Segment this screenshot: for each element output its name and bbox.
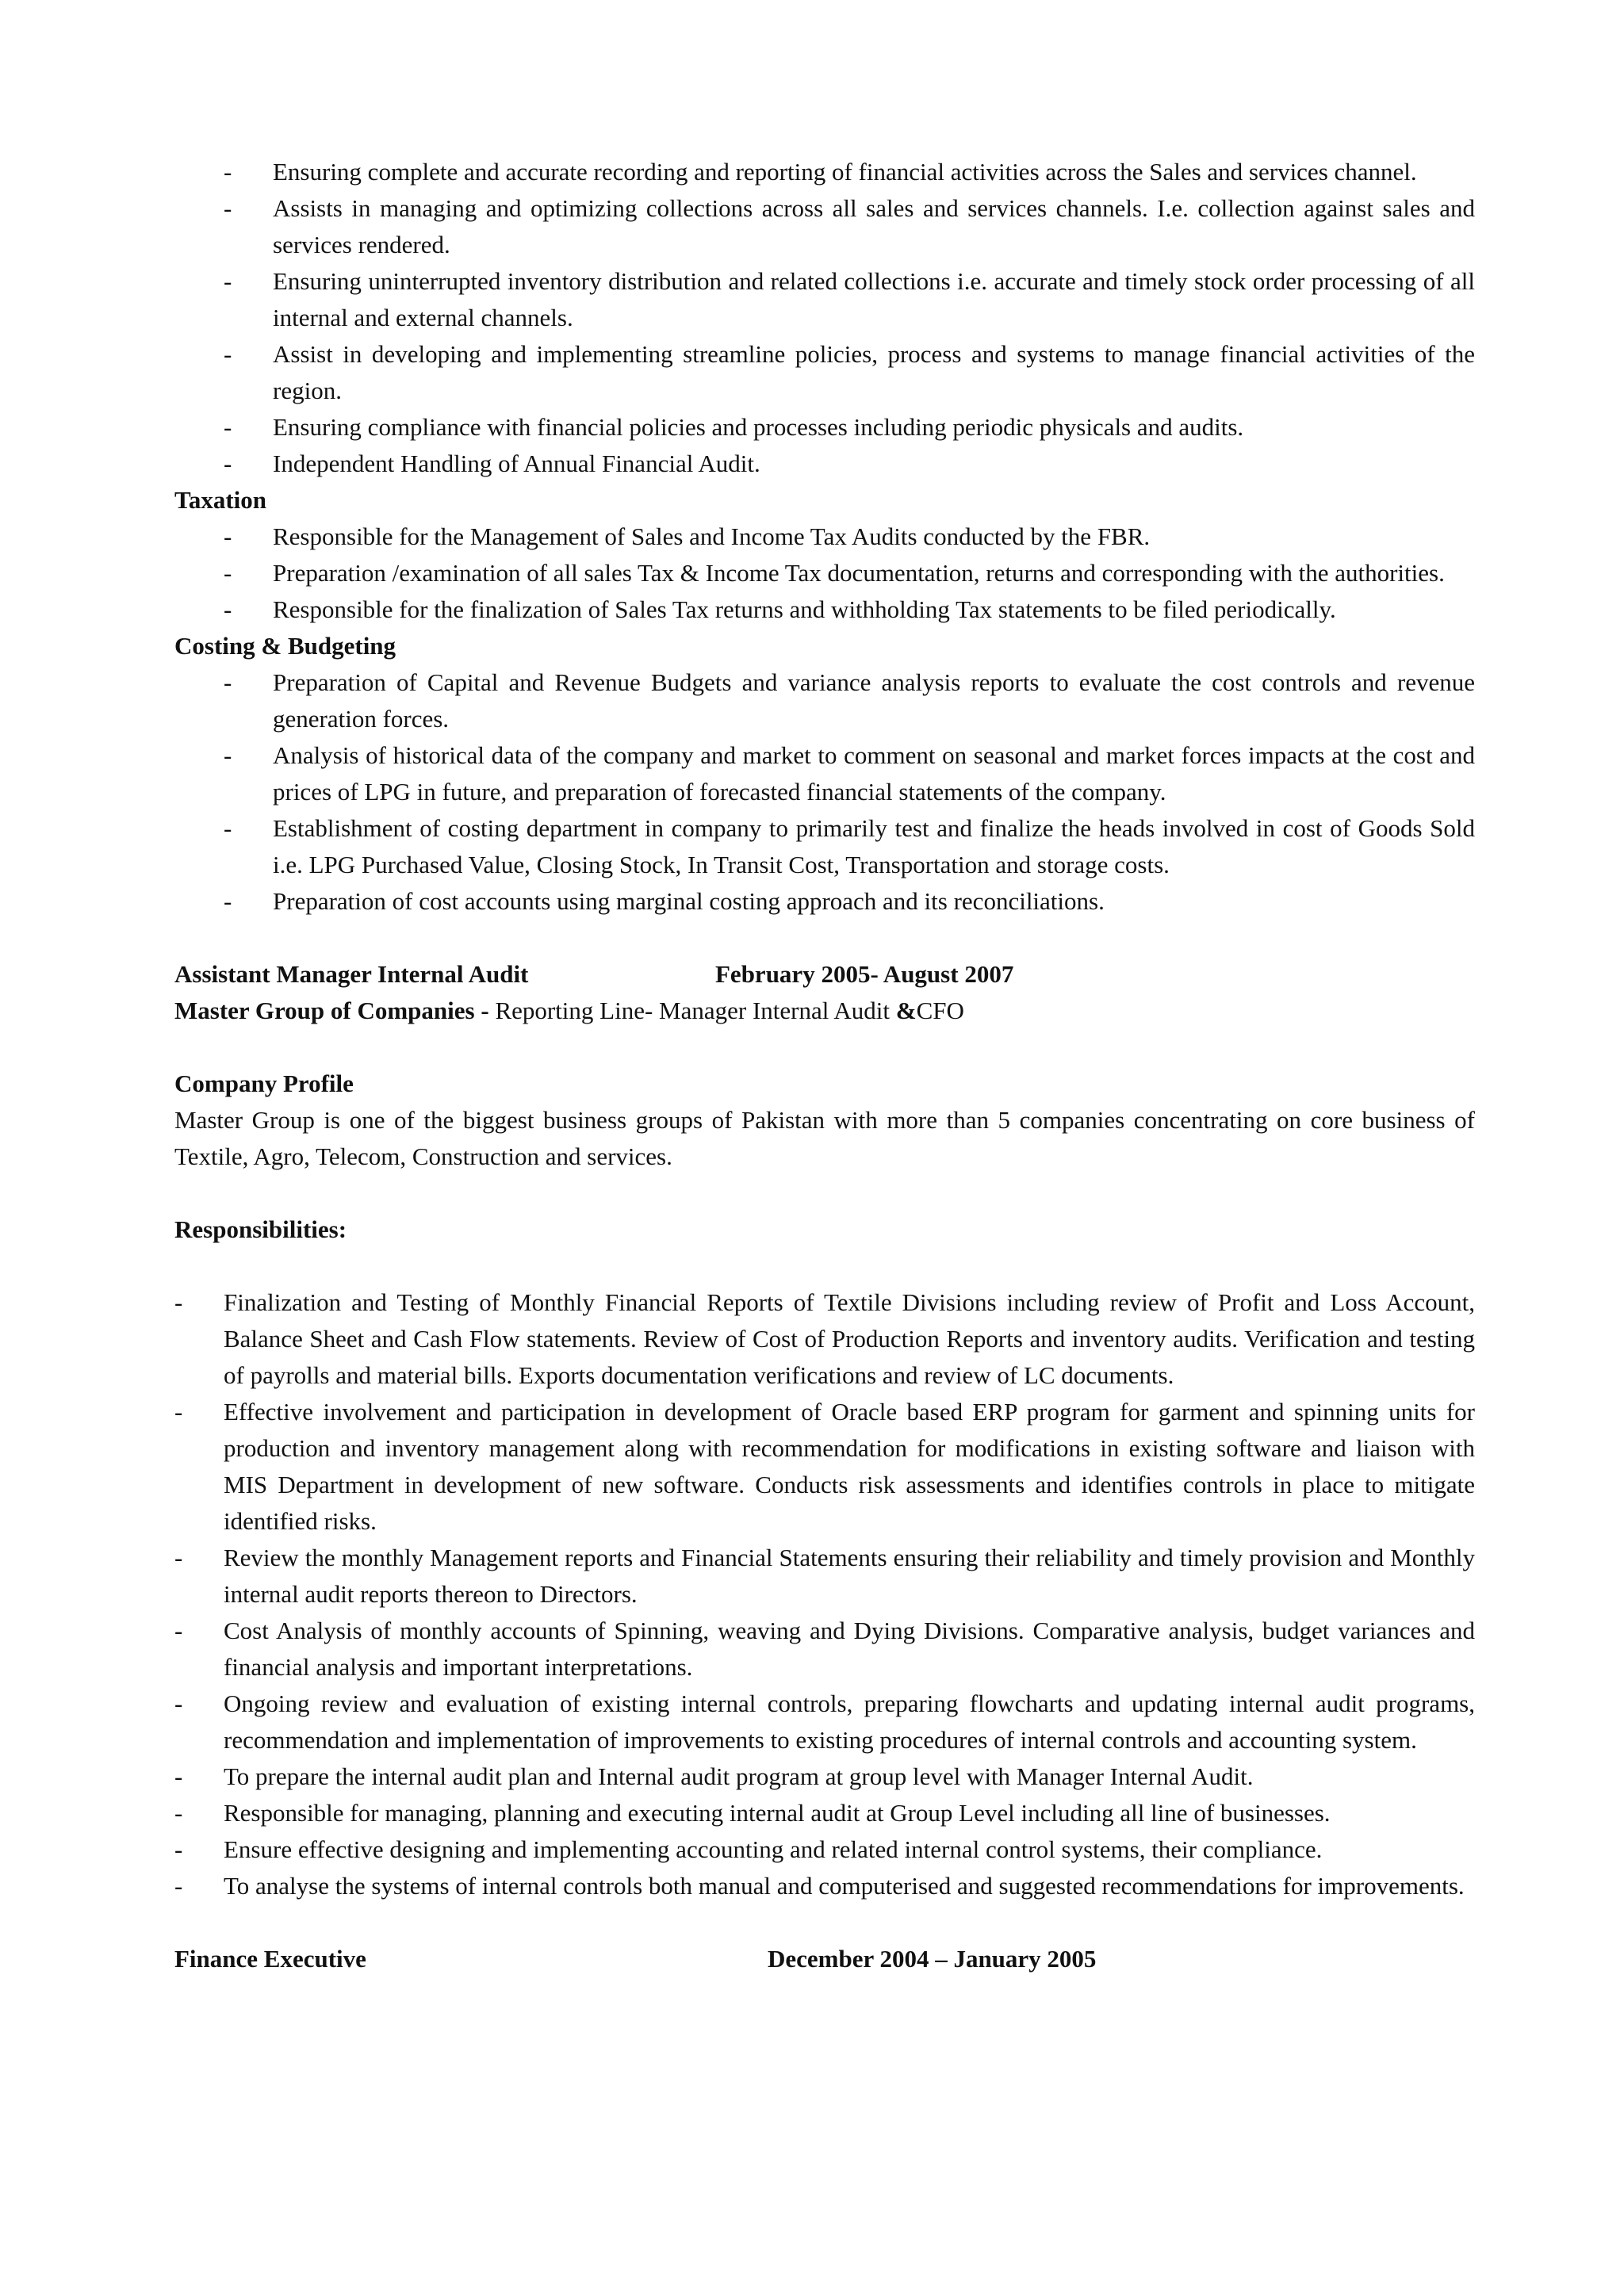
- list-item: - Responsible for the Management of Sales and Income Tax Audits conducted by the FBR.: [174, 519, 1475, 555]
- list-item: - Preparation of cost accounts using marginal costing approach and its reconciliations.: [174, 883, 1475, 920]
- list-item: - To analyse the systems of internal controls both manual and computerised and suggested recommendations for improvements.: [174, 1868, 1475, 1904]
- dash-bullet: -: [224, 267, 232, 295]
- dash-bullet: -: [224, 450, 232, 477]
- job-header-row: [174, 956, 1475, 993]
- ampersand: &: [895, 997, 917, 1024]
- dash-bullet: -: [224, 340, 232, 368]
- list-item: - Ongoing review and evaluation of existing internal controls, preparing flowcharts and updating internal audit programs, recommendation and implementation of improvements to existing procedures of internal controls and accounting system.: [174, 1686, 1475, 1758]
- dash-bullet: -: [174, 1398, 183, 1425]
- job-header-row: [174, 1941, 1475, 1977]
- list-item: - Establishment of costing department in company to primarily test and finalize the heads involved in cost of Goods Sold i.e. LPG Purchased Value, Closing Stock, In Transit Cost, Transportation and storage costs.: [174, 810, 1475, 883]
- dash-bullet: -: [174, 1288, 183, 1316]
- list-item: - Ensuring complete and accurate recording and reporting of financial activities across the Sales and services channel.: [174, 154, 1475, 190]
- dash-bullet: -: [224, 668, 232, 696]
- dash-bullet: -: [224, 194, 232, 222]
- spacer: [174, 1248, 1475, 1284]
- list-item: - Analysis of historical data of the company and market to comment on seasonal and market forces impacts at the cost and prices of LPG in future, and preparation of forecasted financial statements of the company.: [174, 737, 1475, 810]
- responsibilities-heading: Responsibilities:: [174, 1215, 347, 1243]
- job-dates: December 2004 – January 2005: [768, 1945, 1097, 1973]
- dash-bullet: -: [174, 1544, 183, 1571]
- list-item: - Responsible for the finalization of Sales Tax returns and withholding Tax statements to be filed periodically.: [174, 591, 1475, 628]
- list-item: - Preparation /examination of all sales Tax & Income Tax documentation, returns and corresponding with the authorities.: [174, 555, 1475, 591]
- list-item: - Responsible for managing, planning and executing internal audit at Group Level including all line of businesses.: [174, 1795, 1475, 1831]
- dash-bullet: -: [174, 1762, 183, 1790]
- taxation-heading: Taxation: [174, 486, 267, 514]
- list-item: - Ensure effective designing and implementing accounting and related internal control systems, their compliance.: [174, 1831, 1475, 1868]
- dash-bullet: -: [224, 595, 232, 623]
- costing-list: [174, 664, 1475, 920]
- company-name: Master Group of Companies -: [174, 997, 489, 1024]
- list-item: - Effective involvement and participation in development of Oracle based ERP program for garment and spinning units for production and inventory management along with recommendation for modifications in existing software and liaison with MIS Department in development of new software. Conducts risk assessments and identifies controls in place to mitigate identified risks.: [174, 1394, 1475, 1540]
- responsibilities-list: [174, 1284, 1475, 1904]
- reporting-line-cfo: CFO: [916, 997, 964, 1024]
- dash-bullet: -: [174, 1799, 183, 1827]
- list-item: - Ensuring uninterrupted inventory distribution and related collections i.e. accurate and timely stock order processing of all internal and external channels.: [174, 263, 1475, 336]
- finance-duties-list: [174, 154, 1475, 482]
- dash-bullet: -: [224, 522, 232, 550]
- reporting-line: Reporting Line- Manager Internal Audit: [488, 997, 896, 1024]
- dash-bullet: -: [224, 741, 232, 769]
- spacer: [174, 1904, 1475, 1941]
- dash-bullet: -: [224, 413, 232, 441]
- dash-bullet: -: [224, 814, 232, 842]
- spacer: [174, 920, 1475, 956]
- dash-bullet: -: [224, 158, 232, 186]
- costing-budgeting-heading: Costing & Budgeting: [174, 632, 396, 660]
- resume-page: [174, 154, 1475, 1977]
- list-item: - Finalization and Testing of Monthly Financial Reports of Textile Divisions including review of Profit and Loss Account, Balance Sheet and Cash Flow statements. Review of Cost of Production Reports and inventory audits. Verification and testing of payrolls and material bills. Exports documentation verifications and review of LC documents.: [174, 1284, 1475, 1394]
- job-title: Finance Executive: [174, 1945, 366, 1973]
- list-item: - Assists in managing and optimizing collections across all sales and services channels. I.e. collection against sales and services rendered.: [174, 190, 1475, 263]
- spacer: [174, 1029, 1475, 1066]
- taxation-list: [174, 519, 1475, 628]
- dash-bullet: -: [174, 1689, 183, 1717]
- company-profile-text: Master Group is one of the biggest business groups of Pakistan with more than 5 companies concentrating on core business of Textile, Agro, Telecom, Construction and services.: [174, 1106, 1475, 1170]
- dash-bullet: -: [174, 1617, 183, 1644]
- job-title: Assistant Manager Internal Audit: [174, 960, 529, 988]
- list-item: - To prepare the internal audit plan and Internal audit program at group level with Manager Internal Audit.: [174, 1758, 1475, 1795]
- list-item: - Preparation of Capital and Revenue Budgets and variance analysis reports to evaluate the cost controls and revenue generation forces.: [174, 664, 1475, 737]
- list-item: - Assist in developing and implementing streamline policies, process and systems to manage financial activities of the region.: [174, 336, 1475, 409]
- spacer: [174, 1175, 1475, 1211]
- dash-bullet: -: [174, 1872, 183, 1900]
- list-item: - Review the monthly Management reports and Financial Statements ensuring their reliability and timely provision and Monthly internal audit reports thereon to Directors.: [174, 1540, 1475, 1613]
- dash-bullet: -: [174, 1835, 183, 1863]
- dash-bullet: -: [224, 887, 232, 915]
- job-dates: February 2005- August 2007: [715, 960, 1014, 988]
- company-profile-heading: Company Profile: [174, 1070, 354, 1097]
- list-item: - Cost Analysis of monthly accounts of Spinning, weaving and Dying Divisions. Comparative analysis, budget variances and financial analysis and important interpretations.: [174, 1613, 1475, 1686]
- list-item: - Ensuring compliance with financial policies and processes including periodic physicals and audits.: [174, 409, 1475, 446]
- list-item: - Independent Handling of Annual Financial Audit.: [174, 446, 1475, 482]
- company-row: [174, 993, 1475, 1029]
- dash-bullet: -: [224, 559, 232, 587]
